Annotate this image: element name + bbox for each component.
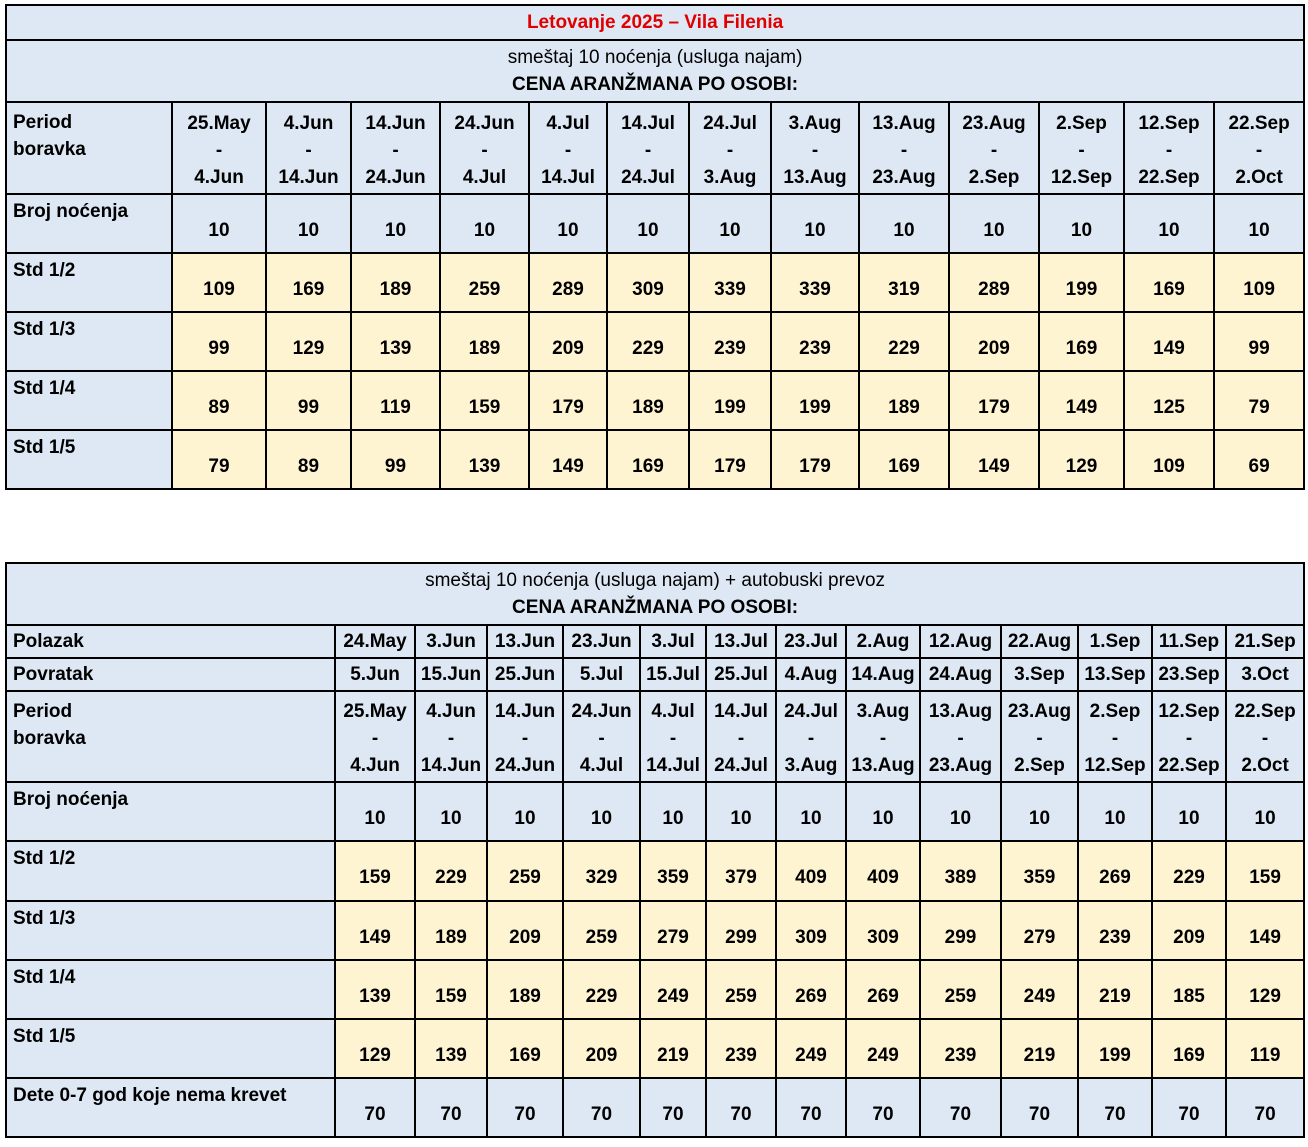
departure-row xyxy=(6,625,1304,658)
price-cell: 189 xyxy=(859,371,949,430)
nights-cell: 10 xyxy=(563,782,640,841)
departure-cell: 24.May xyxy=(335,625,415,658)
return-cell: 25.Jul xyxy=(706,658,776,691)
subtitle-text: smeštaj 10 noćenja (usluga najam) + autobuski prevoz xyxy=(425,570,886,591)
period-cell: 2.Sep - 12.Sep xyxy=(1039,102,1124,194)
nights-cell: 10 xyxy=(1078,782,1152,841)
price-cell: 279 xyxy=(640,901,706,960)
price-cell: 99 xyxy=(1214,312,1304,371)
period-cell: 12.Sep - 22.Sep xyxy=(1124,102,1214,194)
departure-cell: 21.Sep xyxy=(1226,625,1304,658)
period-row xyxy=(6,691,1304,782)
price-cell: 109 xyxy=(1214,253,1304,312)
table-subtitle xyxy=(6,40,1304,102)
nights-cell: 10 xyxy=(640,782,706,841)
child-label: Dete 0-7 god koje nema krevet xyxy=(6,1078,335,1137)
price-cell: 169 xyxy=(1124,253,1214,312)
price-cell: 309 xyxy=(607,253,689,312)
period-cell: 24.Jun - 4.Jul xyxy=(563,691,640,782)
price-cell: 169 xyxy=(859,430,949,489)
price-cell: 79 xyxy=(172,430,266,489)
period-label: Period boravka xyxy=(6,691,335,782)
period-cell: 22.Sep - 2.Oct xyxy=(1214,102,1304,194)
nights-cell: 10 xyxy=(529,194,607,253)
price-cell: 89 xyxy=(266,430,351,489)
price-cell: 209 xyxy=(1152,901,1226,960)
child-price-cell: 70 xyxy=(1226,1078,1304,1137)
nights-cell: 10 xyxy=(689,194,771,253)
price-cell: 125 xyxy=(1124,371,1214,430)
price-cell: 249 xyxy=(1001,960,1078,1019)
nights-cell: 10 xyxy=(771,194,859,253)
period-cell: 23.Aug - 2.Sep xyxy=(1001,691,1078,782)
return-cell: 15.Jun xyxy=(415,658,487,691)
price-cell: 139 xyxy=(440,430,529,489)
price-cell: 79 xyxy=(1214,371,1304,430)
price-cell: 289 xyxy=(529,253,607,312)
price-cell: 229 xyxy=(859,312,949,371)
nights-cell: 10 xyxy=(949,194,1039,253)
price-cell: 179 xyxy=(689,430,771,489)
return-cell: 15.Jul xyxy=(640,658,706,691)
period-cell: 12.Sep - 22.Sep xyxy=(1152,691,1226,782)
nights-cell: 10 xyxy=(172,194,266,253)
child-price-cell: 70 xyxy=(487,1078,563,1137)
price-cell: 129 xyxy=(266,312,351,371)
price-cell: 219 xyxy=(1078,960,1152,1019)
period-cell: 24.Jul - 3.Aug xyxy=(689,102,771,194)
row-label: Std 1/2 xyxy=(6,253,172,312)
price-cell: 119 xyxy=(351,371,440,430)
nights-cell: 10 xyxy=(1124,194,1214,253)
period-cell: 4.Jul - 14.Jul xyxy=(640,691,706,782)
return-cell: 3.Oct xyxy=(1226,658,1304,691)
price-cell: 149 xyxy=(529,430,607,489)
departure-cell: 11.Sep xyxy=(1152,625,1226,658)
period-cell: 14.Jul - 24.Jul xyxy=(607,102,689,194)
price-table-with-bus xyxy=(5,562,1305,1138)
price-cell: 279 xyxy=(1001,901,1078,960)
period-cell: 22.Sep - 2.Oct xyxy=(1226,691,1304,782)
return-label: Povratak xyxy=(6,658,335,691)
period-cell: 3.Aug - 13.Aug xyxy=(846,691,920,782)
price-cell: 189 xyxy=(487,960,563,1019)
price-cell: 169 xyxy=(607,430,689,489)
table-subtitle xyxy=(6,563,1304,625)
child-price-cell: 70 xyxy=(846,1078,920,1137)
price-cell: 139 xyxy=(351,312,440,371)
departure-cell: 3.Jun xyxy=(415,625,487,658)
child-price-cell: 70 xyxy=(563,1078,640,1137)
price-cell: 239 xyxy=(920,1019,1001,1078)
row-label: Std 1/4 xyxy=(6,371,172,430)
price-cell: 129 xyxy=(335,1019,415,1078)
nights-cell: 10 xyxy=(776,782,846,841)
price-cell: 129 xyxy=(1226,960,1304,1019)
row-label: Std 1/3 xyxy=(6,901,335,960)
price-cell: 229 xyxy=(415,841,487,901)
price-cell: 185 xyxy=(1152,960,1226,1019)
price-cell: 389 xyxy=(920,841,1001,901)
return-cell: 14.Aug xyxy=(846,658,920,691)
price-cell: 149 xyxy=(949,430,1039,489)
departure-cell: 12.Aug xyxy=(920,625,1001,658)
period-cell: 14.Jul - 24.Jul xyxy=(706,691,776,782)
nights-label: Broj noćenja xyxy=(6,194,172,253)
nights-label: Broj noćenja xyxy=(6,782,335,841)
price-cell: 149 xyxy=(1226,901,1304,960)
period-cell: 25.May - 4.Jun xyxy=(172,102,266,194)
price-cell: 129 xyxy=(1039,430,1124,489)
price-cell: 229 xyxy=(1152,841,1226,901)
price-cell: 219 xyxy=(640,1019,706,1078)
price-cell: 259 xyxy=(706,960,776,1019)
price-cell: 259 xyxy=(440,253,529,312)
price-cell: 189 xyxy=(351,253,440,312)
price-row-std-1-2 xyxy=(6,253,1304,312)
price-cell: 299 xyxy=(920,901,1001,960)
price-cell: 149 xyxy=(335,901,415,960)
return-cell: 4.Aug xyxy=(776,658,846,691)
price-cell: 139 xyxy=(415,1019,487,1078)
price-cell: 109 xyxy=(1124,430,1214,489)
return-cell: 13.Sep xyxy=(1078,658,1152,691)
price-cell: 309 xyxy=(776,901,846,960)
return-cell: 23.Sep xyxy=(1152,658,1226,691)
nights-row xyxy=(6,194,1304,253)
return-cell: 25.Jun xyxy=(487,658,563,691)
period-cell: 3.Aug - 13.Aug xyxy=(771,102,859,194)
price-table-accommodation xyxy=(5,4,1305,490)
price-cell: 209 xyxy=(529,312,607,371)
price-cell: 189 xyxy=(440,312,529,371)
child-row xyxy=(6,1078,1304,1137)
nights-cell: 10 xyxy=(1226,782,1304,841)
departure-cell: 22.Aug xyxy=(1001,625,1078,658)
child-price-cell: 70 xyxy=(706,1078,776,1137)
row-label: Std 1/3 xyxy=(6,312,172,371)
price-cell: 159 xyxy=(1226,841,1304,901)
price-row-std-1-5 xyxy=(6,430,1304,489)
price-cell: 249 xyxy=(776,1019,846,1078)
period-cell: 2.Sep - 12.Sep xyxy=(1078,691,1152,782)
price-cell: 239 xyxy=(1078,901,1152,960)
price-heading: CENA ARANŽMANA PO OSOBI: xyxy=(512,74,799,95)
return-row xyxy=(6,658,1304,691)
child-price-cell: 70 xyxy=(640,1078,706,1137)
departure-cell: 2.Aug xyxy=(846,625,920,658)
nights-cell: 10 xyxy=(351,194,440,253)
price-cell: 209 xyxy=(563,1019,640,1078)
nights-cell: 10 xyxy=(1214,194,1304,253)
period-cell: 23.Aug - 2.Sep xyxy=(949,102,1039,194)
price-cell: 99 xyxy=(266,371,351,430)
price-cell: 209 xyxy=(949,312,1039,371)
price-cell: 179 xyxy=(949,371,1039,430)
nights-cell: 10 xyxy=(440,194,529,253)
price-cell: 159 xyxy=(415,960,487,1019)
price-cell: 99 xyxy=(351,430,440,489)
child-price-cell: 70 xyxy=(1078,1078,1152,1137)
price-cell: 119 xyxy=(1226,1019,1304,1078)
row-label: Std 1/5 xyxy=(6,1019,335,1078)
price-cell: 159 xyxy=(440,371,529,430)
nights-cell: 10 xyxy=(859,194,949,253)
price-cell: 359 xyxy=(1001,841,1078,901)
price-cell: 149 xyxy=(1124,312,1214,371)
price-cell: 219 xyxy=(1001,1019,1078,1078)
price-cell: 189 xyxy=(415,901,487,960)
period-cell: 14.Jun - 24.Jun xyxy=(351,102,440,194)
nights-cell: 10 xyxy=(266,194,351,253)
price-cell: 199 xyxy=(1039,253,1124,312)
price-cell: 199 xyxy=(689,371,771,430)
child-price-cell: 70 xyxy=(415,1078,487,1137)
return-cell: 5.Jul xyxy=(563,658,640,691)
price-cell: 249 xyxy=(846,1019,920,1078)
price-cell: 89 xyxy=(172,371,266,430)
child-price-cell: 70 xyxy=(920,1078,1001,1137)
price-cell: 179 xyxy=(771,430,859,489)
price-cell: 159 xyxy=(335,841,415,901)
price-cell: 299 xyxy=(706,901,776,960)
price-cell: 239 xyxy=(689,312,771,371)
price-cell: 259 xyxy=(563,901,640,960)
row-label: Std 1/4 xyxy=(6,960,335,1019)
price-cell: 189 xyxy=(607,371,689,430)
price-cell: 239 xyxy=(771,312,859,371)
row-label: Std 1/2 xyxy=(6,841,335,901)
price-cell: 379 xyxy=(706,841,776,901)
nights-cell: 10 xyxy=(1001,782,1078,841)
departure-cell: 3.Jul xyxy=(640,625,706,658)
price-cell: 409 xyxy=(846,841,920,901)
period-cell: 24.Jun - 4.Jul xyxy=(440,102,529,194)
price-cell: 309 xyxy=(846,901,920,960)
price-cell: 409 xyxy=(776,841,846,901)
price-cell: 249 xyxy=(640,960,706,1019)
price-row-std-1-3 xyxy=(6,312,1304,371)
price-cell: 179 xyxy=(529,371,607,430)
price-cell: 259 xyxy=(487,841,563,901)
price-cell: 259 xyxy=(920,960,1001,1019)
price-cell: 169 xyxy=(1039,312,1124,371)
nights-cell: 10 xyxy=(415,782,487,841)
period-cell: 25.May - 4.Jun xyxy=(335,691,415,782)
nights-cell: 10 xyxy=(846,782,920,841)
period-cell: 14.Jun - 24.Jun xyxy=(487,691,563,782)
return-cell: 24.Aug xyxy=(920,658,1001,691)
period-cell: 24.Jul - 3.Aug xyxy=(776,691,846,782)
price-cell: 209 xyxy=(487,901,563,960)
departure-cell: 23.Jun xyxy=(563,625,640,658)
nights-cell: 10 xyxy=(607,194,689,253)
period-cell: 13.Aug - 23.Aug xyxy=(859,102,949,194)
return-cell: 5.Jun xyxy=(335,658,415,691)
price-row-std-1-3 xyxy=(6,901,1304,960)
price-cell: 109 xyxy=(172,253,266,312)
subtitle-text: smeštaj 10 noćenja (usluga najam) xyxy=(507,47,803,68)
price-cell: 139 xyxy=(335,960,415,1019)
nights-row xyxy=(6,782,1304,841)
period-label: Period boravka xyxy=(6,102,172,194)
price-cell: 269 xyxy=(846,960,920,1019)
price-heading: CENA ARANŽMANA PO OSOBI: xyxy=(512,597,799,618)
price-cell: 69 xyxy=(1214,430,1304,489)
price-cell: 359 xyxy=(640,841,706,901)
period-cell: 4.Jun - 14.Jun xyxy=(415,691,487,782)
price-cell: 199 xyxy=(771,371,859,430)
child-price-cell: 70 xyxy=(335,1078,415,1137)
price-cell: 99 xyxy=(172,312,266,371)
price-cell: 229 xyxy=(563,960,640,1019)
price-cell: 339 xyxy=(771,253,859,312)
departure-cell: 13.Jun xyxy=(487,625,563,658)
table-title: Letovanje 2025 – Vila Filenia xyxy=(6,5,1304,40)
child-price-cell: 70 xyxy=(1152,1078,1226,1137)
price-cell: 169 xyxy=(266,253,351,312)
period-cell: 4.Jul - 14.Jul xyxy=(529,102,607,194)
price-row-std-1-2 xyxy=(6,841,1304,901)
price-cell: 269 xyxy=(1078,841,1152,901)
nights-cell: 10 xyxy=(1039,194,1124,253)
price-cell: 329 xyxy=(563,841,640,901)
period-row xyxy=(6,102,1304,194)
child-price-cell: 70 xyxy=(1001,1078,1078,1137)
child-price-cell: 70 xyxy=(776,1078,846,1137)
row-label: Std 1/5 xyxy=(6,430,172,489)
price-cell: 149 xyxy=(1039,371,1124,430)
price-cell: 269 xyxy=(776,960,846,1019)
nights-cell: 10 xyxy=(1152,782,1226,841)
price-row-std-1-4 xyxy=(6,371,1304,430)
price-cell: 319 xyxy=(859,253,949,312)
departure-cell: 23.Jul xyxy=(776,625,846,658)
price-row-std-1-5 xyxy=(6,1019,1304,1078)
price-cell: 199 xyxy=(1078,1019,1152,1078)
price-cell: 339 xyxy=(689,253,771,312)
nights-cell: 10 xyxy=(706,782,776,841)
price-cell: 169 xyxy=(1152,1019,1226,1078)
nights-cell: 10 xyxy=(335,782,415,841)
price-cell: 289 xyxy=(949,253,1039,312)
nights-cell: 10 xyxy=(920,782,1001,841)
price-cell: 239 xyxy=(706,1019,776,1078)
period-cell: 4.Jun - 14.Jun xyxy=(266,102,351,194)
return-cell: 3.Sep xyxy=(1001,658,1078,691)
price-cell: 169 xyxy=(487,1019,563,1078)
departure-cell: 13.Jul xyxy=(706,625,776,658)
price-cell: 229 xyxy=(607,312,689,371)
departure-cell: 1.Sep xyxy=(1078,625,1152,658)
departure-label: Polazak xyxy=(6,625,335,658)
price-row-std-1-4 xyxy=(6,960,1304,1019)
period-cell: 13.Aug - 23.Aug xyxy=(920,691,1001,782)
nights-cell: 10 xyxy=(487,782,563,841)
